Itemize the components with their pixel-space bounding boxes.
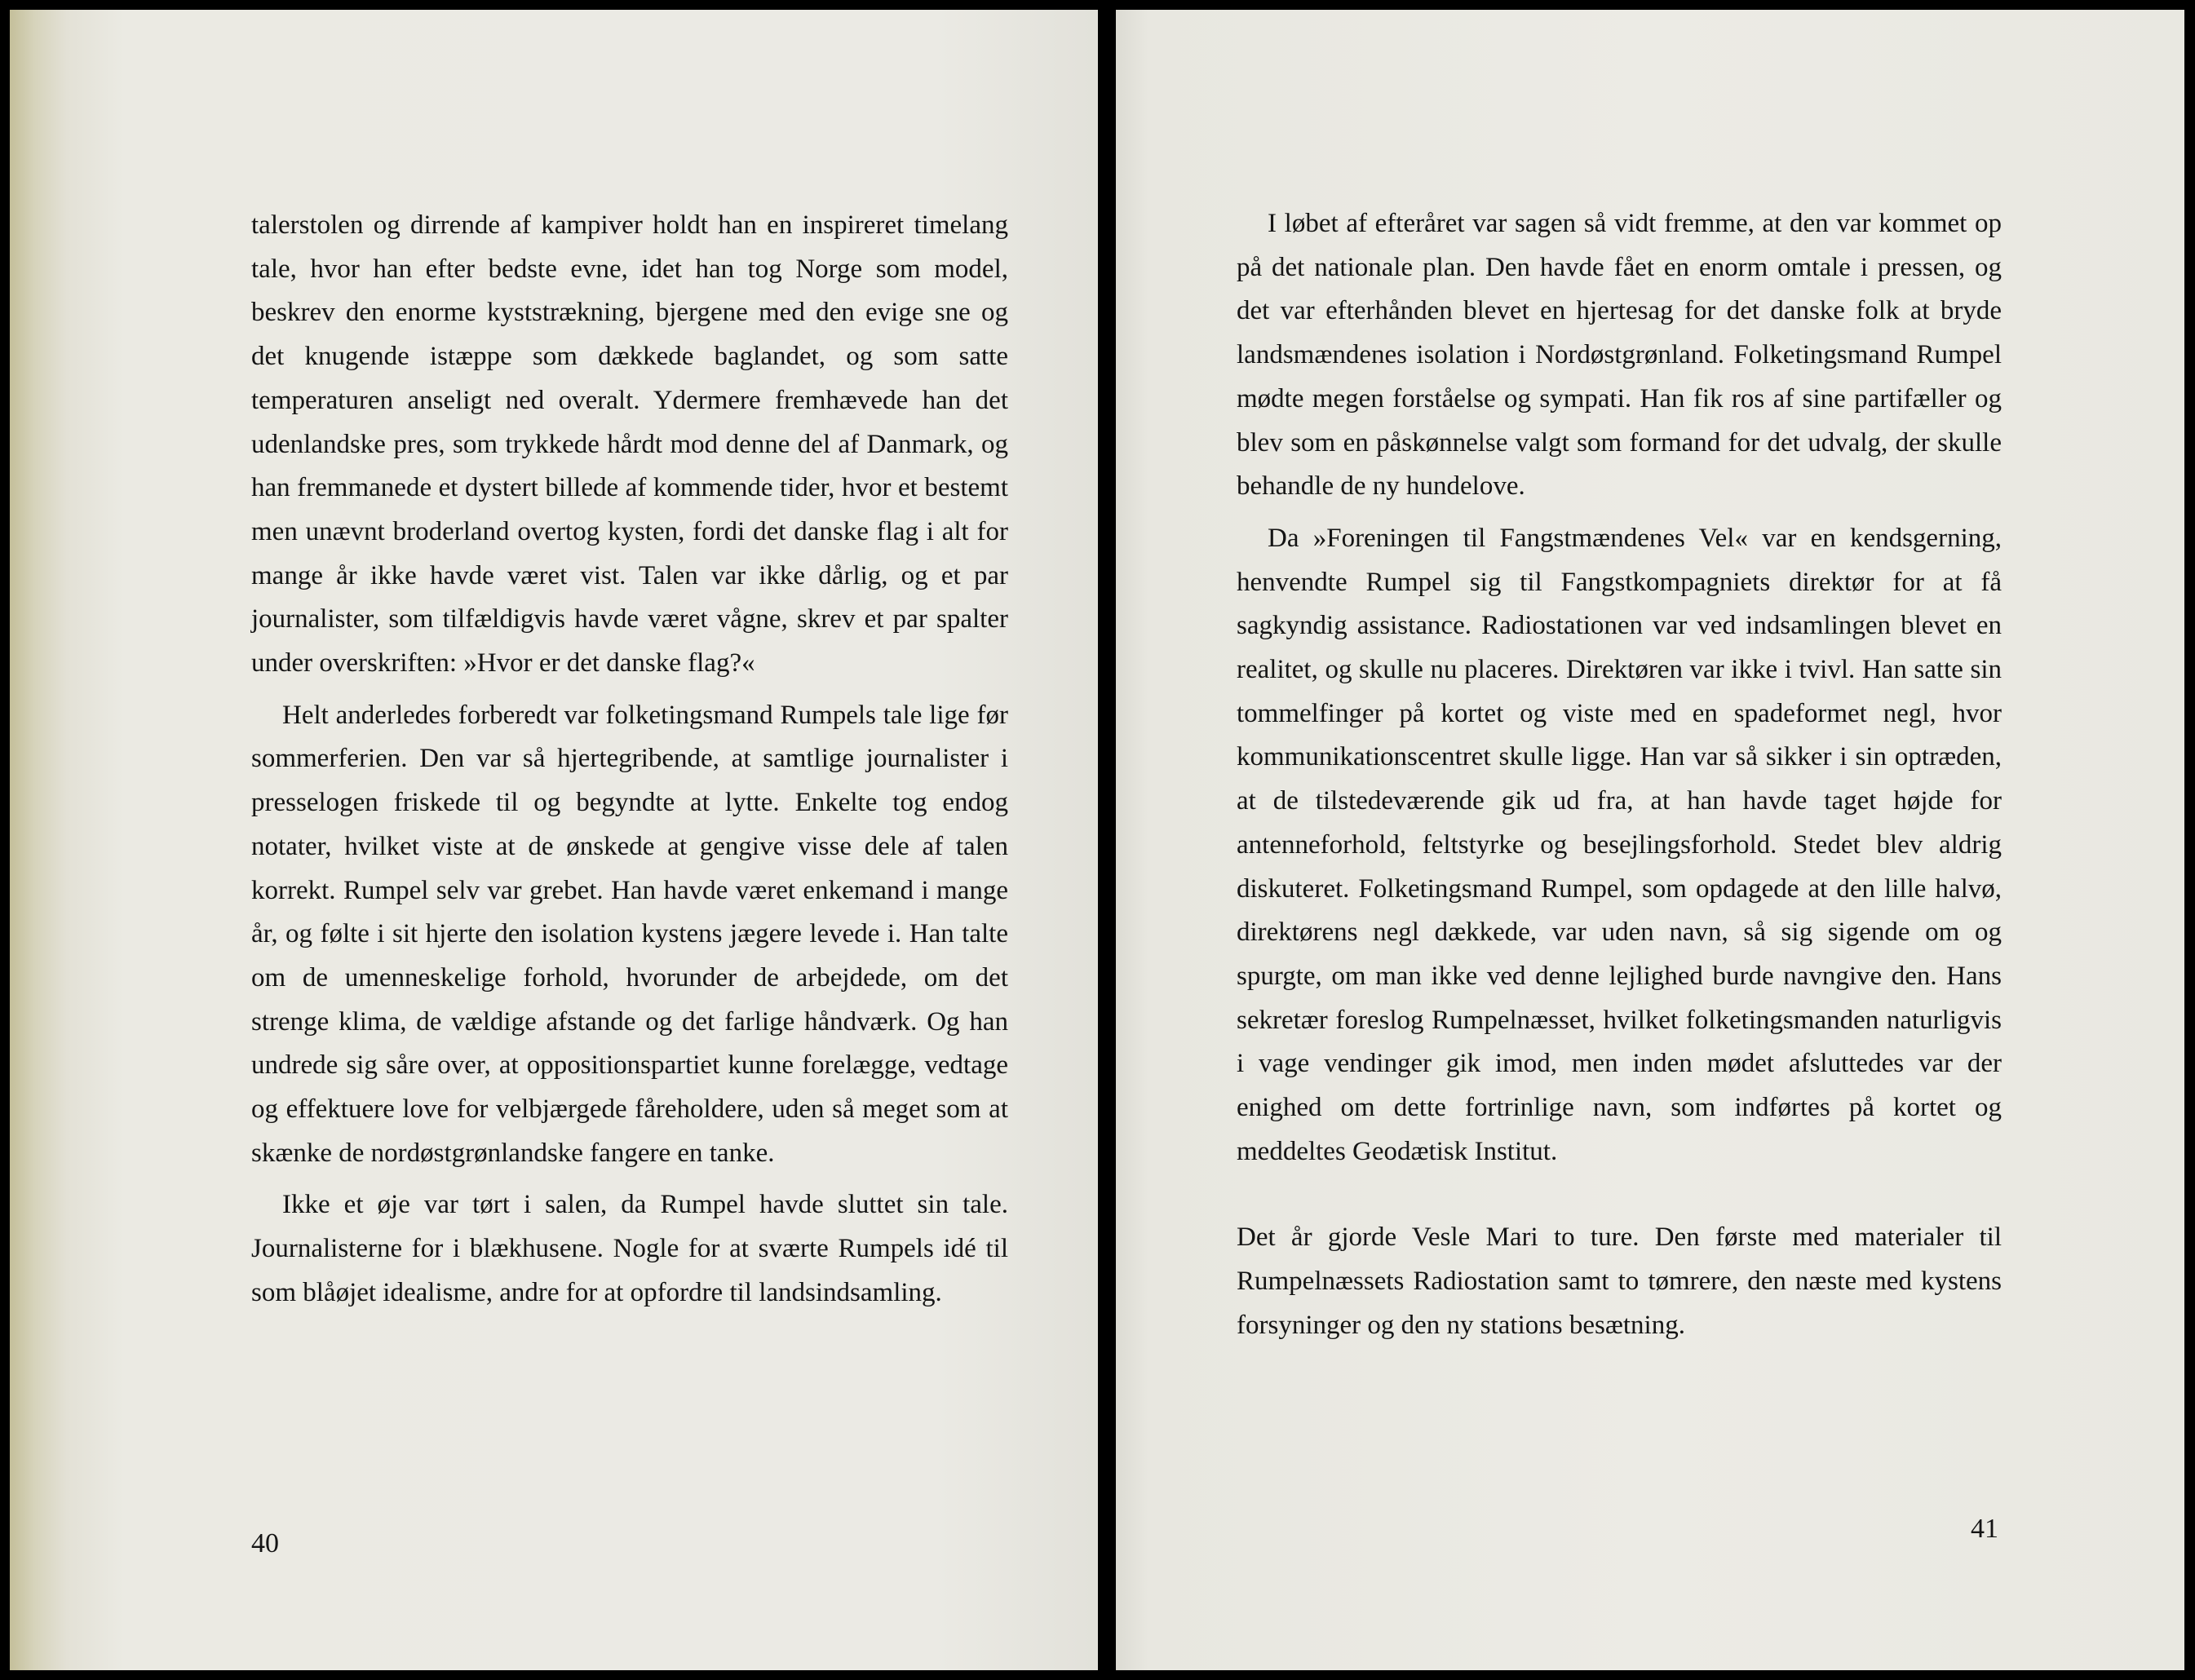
right-paragraph-2: Da »Foreningen til Fangstmændenes Vel« var en kendsgerning, henvendte Rumpel sig til Fangstkompagniets direktør for at få sagkyndig assistance. Radiostationen var ved indsamlingen blevet en realitet, og skulle nu placeres. Direktøren var ikke i tvivl. Han satte sin tommelfinger på kortet og viste med en spadeformet negl, hvor kommunikationscentret skulle ligge. Han var så sikker i sin optræden, at de tilstedeværende gik ud fra, at han havde taget højde for antenneforhold, feltstyrke og besejlingsforhold. Stedet blev aldrig diskuteret. Folketingsmand Rumpel, som opdagede at den lille halvø, direktørens negl dækkede, var uden navn, så sig sigende om og spurgte, om man ikke ved denne lejlighed burde navngive den. Hans sekretær foreslog Rumpelnæsset, hvilket folketingsmanden naturligvis i vage vendinger gik imod, men inden mødet afsluttedes var der enighed om dette fortrinlige navn, som indførtes på kortet og meddeltes Geodætisk Institut.	[1237, 523, 2002, 1166]
left-page	[10, 10, 1098, 1670]
right-page-number: 41	[1971, 1514, 1998, 1544]
left-page-number: 40	[251, 1528, 279, 1558]
right-paragraph-1: I løbet af efteråret var sagen så vidt fremme, at den var kommet op på det nationale plan. Den havde fået en enorm omtale i pressen, og det var efterhånden blevet en hjertesag for det danske folk at bryde landsmændenes isolation i Nordøstgrønland. Folketingsmand Rumpel mødte megen forståelse og sympati. Han fik ros af sine partifæller og blev som en påskønnelse valgt som formand for det udvalg, der skulle behandle de ny hundelove.	[1237, 209, 2002, 502]
right-paragraph-3: Det år gjorde Vesle Mari to ture. Den første med materialer til Rumpelnæssets Radiostation samt to tømrere, den næste med kystens forsyninger og den ny stations besætning.	[1237, 1222, 2002, 1340]
left-paragraph-3: Ikke et øje var tørt i salen, da Rumpel havde sluttet sin tale. Journalisterne for i blækhusene. Nogle for at sværte Rumpels idé til som blåøjet idealisme, andre for at opfordre til landsindsamling.	[251, 1190, 1008, 1307]
book-gutter	[1098, 10, 1116, 1670]
left-paragraph-1: talerstolen og dirrende af kampiver holdt han en inspireret timelang tale, hvor han efter bedste evne, idet han tog Norge som model, beskrev den enorme kyststrækning, bjergene med den evige sne og det knugende istæppe som dækkede baglandet, og som satte temperaturen anseligt ned overalt. Ydermere fremhævede han det udenlandske pres, som trykkede hårdt mod denne del af Danmark, og han fremmanede et dystert billede af kommende tider, hvor et bestemt men unævnt broderland overtog kysten, fordi det danske flag i alt for mange år ikke havde været vist. Talen var ikke dårlig, og et par journalister, som tilfældigvis havde været vågne, skrev et par spalter under overskriften: »Hvor er det danske flag?«	[251, 210, 1008, 679]
left-paragraph-2: Helt anderledes forberedt var folketingsmand Rumpels tale lige før sommerferien. Den var så hjertegribende, at samtlige journalister i presselogen friskede til og begyndte at lytte. Enkelte tog endog notater, hvilket viste at de ønskede at gengive visse dele af talen korrekt. Rumpel selv var grebet. Han havde været enkemand i mange år, og følte i sit hjerte den isolation kystens jægere levede i. Han talte om de umenneskelige forhold, hvorunder de arbejdede, om det strenge klima, de vældige afstande og det farlige håndværk. Og han undrede sig såre over, at oppositionspartiet kunne forelægge, vedtage og effektuere love for velbjærgede fåreholdere, uden så meget som at skænke de nordøstgrønlandske fangere en tanke.	[251, 700, 1008, 1168]
right-page	[1116, 10, 2184, 1670]
left-page-text	[251, 204, 1008, 1315]
right-page-text	[1237, 202, 2002, 1348]
